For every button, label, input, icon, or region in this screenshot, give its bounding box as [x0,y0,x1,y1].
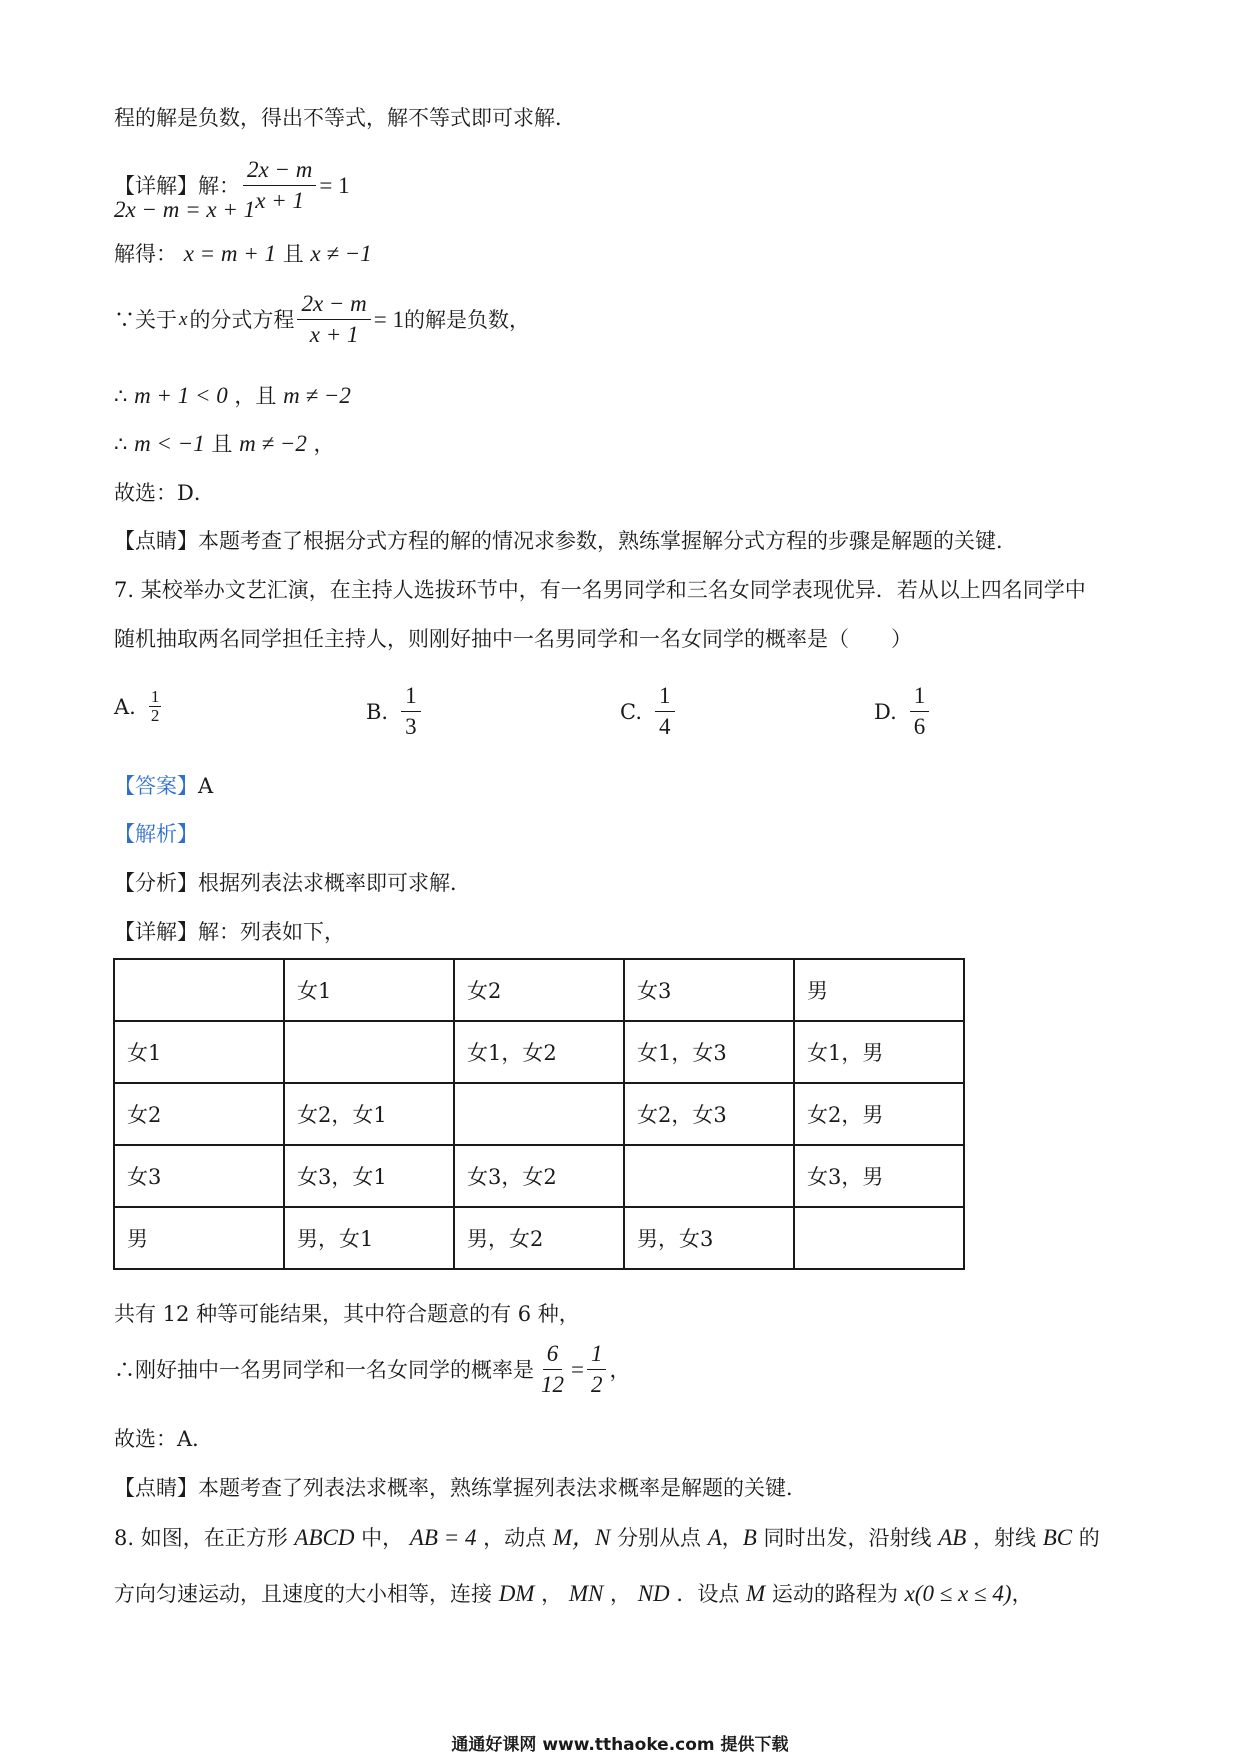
outcome-table [113,958,965,1270]
option-fraction [149,688,162,725]
because-line [114,290,530,349]
range-expression: x(0 ≤ x ≤ 4) [904,1581,1012,1606]
fraction-numerator: 2x − m [243,156,316,186]
summary-line: 【点睛】本题考查了根据分式方程的解的情况求参数，熟练掌握解分式方程的步骤是解题的关键． [114,529,1017,553]
choose-line-2: 故选：A． [114,1427,214,1451]
answer-value: A [198,774,214,798]
q8-text: 方向匀速运动，且速度的大小相等，连接 [114,1582,492,1606]
q8-text: 的 [1078,1526,1100,1550]
table-cell: 女1，女2 [454,1021,624,1083]
therefore-line-2 [114,430,335,458]
solve-line [114,240,372,268]
q8-text: ， [1011,1582,1033,1606]
table-row [114,1021,964,1083]
equals-sign: = [571,1356,584,1382]
equation-rhs: = 1 [319,172,350,198]
fraction-numerator: 1 [150,687,160,706]
punctuation: ， [313,432,335,456]
probability-line [114,1340,630,1399]
ray-bc: BC [1042,1525,1073,1550]
detail-line-2: 【详解】解：列表如下， [114,920,345,944]
because-suffix: 的解是负数， [404,307,531,332]
analysis-line: 【分析】根据列表法求概率即可求解． [114,871,471,895]
condition: m ≠ −2 [283,383,351,408]
option-fraction [401,682,421,741]
question-8-line-1 [114,1524,1100,1552]
table-cell [114,959,284,1021]
choose-line: 故选：D． [114,481,215,505]
equation-rhs: = 1 [373,306,405,332]
table-cell: 女2 [114,1083,284,1145]
table-cell: 男，女2 [454,1207,624,1269]
solve-equation: x = m + 1 [183,241,277,266]
table-cell [284,1021,454,1083]
q8-text: 中， [361,1526,404,1550]
table-cell: 男，女1 [284,1207,454,1269]
option-a [114,688,164,725]
point-b: B [742,1525,757,1550]
question-7-line-1: 7. 某校举办文艺汇演，在主持人选拔环节中，有一名男同学和三名女同学表现优异．若从以上四名同学中 [114,578,1086,602]
table-row [114,1145,964,1207]
table-cell: 女3 [114,1145,284,1207]
fraction-numerator: 1 [655,682,675,712]
q8-text: ， [610,1582,632,1606]
analysis-tag: 【解析】 [114,822,198,846]
fraction-denominator: x + 1 [309,322,359,347]
table-cell: 男 [794,959,964,1021]
solve-label: 解得： [114,242,177,266]
ray-ab: AB [938,1525,967,1550]
fraction-numerator: 2x − m [297,290,370,320]
fraction-denominator: 4 [659,714,671,739]
table-cell: 女2，女1 [284,1083,454,1145]
detail-label: 【详解】解： [114,173,240,198]
table-cell [624,1145,794,1207]
option-label: C. [620,699,642,724]
page-footer: 通通好课网 www.tthaoke.com 提供下载 [451,1735,789,1755]
segment-mn: MN [568,1581,604,1606]
moving-points: M，N [552,1525,611,1550]
therefore-symbol: ∴ [114,432,128,456]
table-cell [454,1083,624,1145]
probability-fraction-2 [587,1340,607,1399]
option-label: A. [114,694,136,719]
summary-line-2: 【点睛】本题考查了列表法求概率，熟练掌握列表法求概率是解题的关键． [114,1476,807,1500]
variable-x: x [179,308,188,330]
table-cell: 女1，女3 [624,1021,794,1083]
condition: m ≠ −2 [239,431,307,456]
table-cell: 女3 [624,959,794,1021]
fraction-numerator: 1 [587,1340,607,1370]
option-c [620,682,678,741]
fraction-denominator: x + 1 [255,188,305,213]
connector: ，且 [234,384,277,408]
fraction-denominator: 2 [150,706,160,725]
table-cell [794,1207,964,1269]
segment-dm: DM [498,1581,535,1606]
square-name: ABCD [294,1525,355,1550]
connector: 且 [211,432,233,456]
q8-text: 运动的路程为 [771,1582,898,1606]
segment-nd: ND [637,1581,670,1606]
table-cell: 女1 [114,1021,284,1083]
table-row [114,1207,964,1269]
fraction-numerator: 1 [910,682,930,712]
q8-text: 分别从点 [617,1526,702,1550]
option-fraction [910,682,930,741]
equation-fraction-2 [297,290,370,349]
table-cell: 女2 [454,959,624,1021]
therefore-symbol: ∴ [114,384,128,408]
question-8-line-2 [114,1580,1033,1608]
point-a: A [707,1525,722,1550]
fraction-denominator: 12 [541,1372,564,1397]
side-length: AB = 4 [409,1525,477,1550]
q8-text: ， [541,1582,563,1606]
table-cell: 女2，女3 [624,1083,794,1145]
fraction-denominator: 2 [590,1372,603,1397]
table-cell: 男 [114,1207,284,1269]
table-cell: 女1，男 [794,1021,964,1083]
table-cell: 女2，男 [794,1083,964,1145]
question-7-line-2: 随机抽取两名同学担任主持人，则刚好抽中一名男同学和一名女同学的概率是（ ） [114,627,912,651]
punctuation: ， [609,1357,631,1382]
table-row [114,1083,964,1145]
probability-label: ∴刚好抽中一名男同学和一名女同学的概率是 [114,1357,534,1382]
table-cell: 女1 [284,959,454,1021]
inequality: m < −1 [134,431,205,456]
fraction-numerator: 6 [543,1340,563,1370]
q8-text: ， [721,1526,743,1550]
q8-text: 同时出发，沿射线 [763,1526,932,1550]
solve-condition: x ≠ −1 [310,241,372,266]
q8-text: ，射线 [973,1526,1037,1550]
table-cell: 男，女3 [624,1207,794,1269]
therefore-line-1 [114,382,351,410]
fraction-denominator: 3 [405,714,417,739]
answer-line [114,772,213,800]
option-label: D. [874,699,897,724]
table-cell: 女3，男 [794,1145,964,1207]
solve-and: 且 [282,242,304,266]
text-line: 程的解是负数，得出不等式，解不等式即可求解． [114,106,576,130]
total-line: 共有 12 种等可能结果，其中符合题意的有 6 种， [114,1302,580,1326]
fraction-numerator: 1 [401,682,421,712]
equation-line: 2x − m = x + 1 [114,197,256,222]
fraction-denominator: 6 [913,714,926,739]
because-prefix: ∵关于 [114,307,177,332]
option-b [366,682,424,741]
because-mid: 的分式方程 [189,307,295,332]
q8-text: ，动点 [483,1526,547,1550]
option-label: B. [366,699,389,724]
option-fraction [655,682,675,741]
inequality: m + 1 < 0 [134,383,228,408]
option-d [874,682,932,741]
table-row [114,959,964,1021]
q8-text: 8. 如图，在正方形 [114,1526,288,1550]
table-cell: 女3，女2 [454,1145,624,1207]
answer-tag: 【答案】 [114,774,198,798]
point-m: M [746,1581,766,1606]
table-cell: 女3，女1 [284,1145,454,1207]
q8-text: ．设点 [676,1582,740,1606]
probability-fraction-1 [537,1340,568,1399]
